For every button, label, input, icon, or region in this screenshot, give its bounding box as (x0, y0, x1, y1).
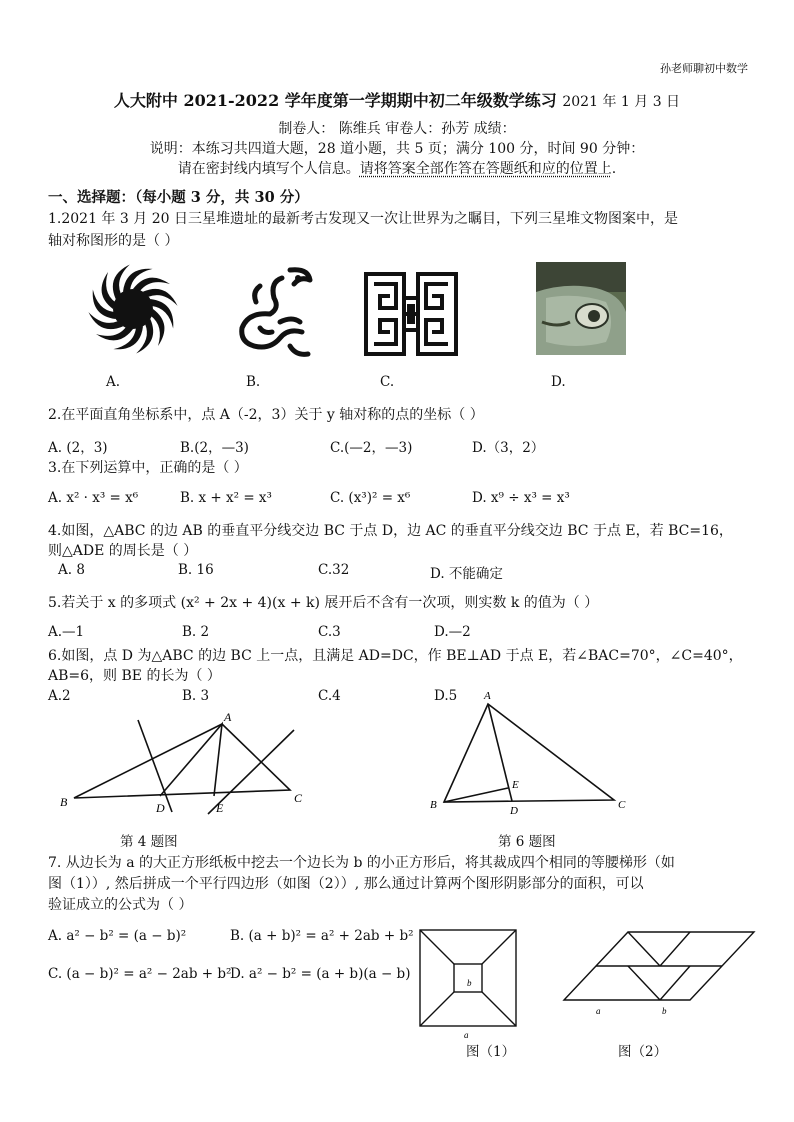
q4-label-d: D (156, 801, 165, 815)
q5-option-c: C.3 (318, 624, 341, 640)
q7-fig2-label-b: b (662, 1006, 667, 1016)
q1-label-c: C. (380, 374, 395, 390)
section-1-title: 一、选择题：（每小题 3 分，共 30 分） (48, 189, 309, 206)
q6-stem-line1: 6.如图，点 D 为△ABC 的边 BC 上一点，且满足 AD=DC，作 BE⊥AD 于点 E，若∠BAC=70°，∠C=40°， (48, 648, 743, 664)
q7-fig1-label-a: a (464, 1030, 469, 1040)
q6-figure (426, 688, 636, 818)
q2-option-d: D.（3，2） (472, 440, 545, 456)
q7-figure-1-caption: 图（1） (466, 1044, 516, 1060)
q5-stem: 5.若关于 x 的多项式 (x² + 2x + 4)(x + k) 展开后不含有一次项，则实数 k 的值为（ ） (48, 595, 599, 611)
q2-option-c: C.(—2，—3) (330, 440, 413, 456)
q7-stem-line3: 验证成立的公式为（ ） (48, 897, 193, 913)
q7-stem-line2: 图（1））, 然后拼成一个平行四边形（如图（2））, 那么通过计算两个图形阴影部分的面积，可以 (48, 876, 644, 892)
q7-stem-line1: 7. 从边长为 a 的大正方形纸板中挖去一个边长为 b 的小正方形后，将其裁成四个相同的等腰梯形（如 (48, 855, 675, 871)
q4-figure (54, 708, 314, 820)
q1-image-b-bird (230, 262, 316, 362)
q1-label-b: B. (246, 374, 261, 390)
q6-label-d: D (510, 805, 518, 817)
q4-label-a: A (224, 710, 232, 724)
q4-stem-line1: 4.如图，△ABC 的边 AB 的垂直平分线交边 BC 于点 D，边 AC 的垂直平分线交边 BC 于点 E，若 BC=16， (48, 523, 733, 539)
q4-label-e: E (216, 801, 224, 815)
q1-image-d-mask-photo (536, 262, 626, 355)
q6-figure-caption: 第 6 题图 (498, 834, 556, 850)
meta-authors: 制卷人： 陈维兵 审卷人：孙芳 成绩： (278, 121, 516, 137)
q4-option-c: C.32 (318, 562, 350, 578)
q1-stem-line2: 轴对称图形的是（ ） (48, 233, 179, 249)
q6-option-c: C.4 (318, 688, 341, 704)
q7-figure-1 (412, 924, 524, 1040)
q7-option-a: A. a² − b² = (a − b)² (48, 928, 187, 944)
header-watermark: 孙老师聊初中数学 (660, 62, 748, 75)
title-main: 人大附中 2021-2022 学年度第一学期期中初二年级数学练习 (113, 91, 557, 110)
q3-option-b: B. x + x² = x³ (180, 490, 272, 506)
notice-dotted: 请将答案全部作答在答题纸和应的位置上 (359, 161, 612, 177)
q7-figure-2 (558, 924, 758, 1020)
q2-stem: 2.在平面直角坐标系中，点 A（-2，3）关于 y 轴对称的点的坐标（ ） (48, 407, 484, 423)
q1-label-a: A. (106, 374, 121, 390)
q7-option-b: B. (a + b)² = a² + 2ab + b² (230, 928, 414, 944)
q7-fig1-label-b: b (467, 978, 472, 988)
meta-notice (0, 158, 794, 178)
q7-fig2-label-a: a (596, 1006, 601, 1016)
q1-image-a-swirl (88, 264, 178, 354)
notice-suffix: . (611, 161, 617, 177)
q6-segment-be (444, 788, 508, 802)
q6-label-a: A (484, 690, 491, 702)
q4-label-b: B (60, 795, 68, 809)
q4-stem-line2: 则△ADE 的周长是（ ） (48, 543, 198, 559)
q5-option-b: B. 2 (182, 624, 210, 640)
q1-image-c-pattern (360, 268, 462, 360)
q6-label-c: C (618, 799, 626, 811)
q6-triangle-abc (444, 704, 614, 802)
q5-option-a: A.—1 (48, 624, 85, 640)
notice-prefix: 请在密封线内填写个人信息。 (177, 161, 360, 177)
q3-option-c: C. (x³)² = x⁶ (330, 490, 411, 506)
q4-triangle-abc (74, 724, 290, 798)
q6-option-d: D.5 (434, 688, 458, 704)
q1-label-d: D. (551, 374, 566, 390)
q6-option-a: A.2 (48, 688, 71, 704)
q1-stem-line1: 1.2021 年 3 月 20 日三星堆遗址的最新考古发现又一次让世界为之瞩目，下列三星堆文物图案中，是 (48, 211, 678, 227)
q3-stem: 3.在下列运算中，正确的是（ ） (48, 460, 248, 476)
q7-figure-2-caption: 图（2） (618, 1044, 668, 1060)
q7-option-d: D. a² − b² = (a + b)(a − b) (230, 966, 411, 982)
q6-label-b: B (430, 799, 437, 811)
page-title (0, 88, 794, 111)
title-date: 2021 年 1 月 3 日 (562, 94, 681, 110)
q2-option-a: A. (2，3) (48, 440, 108, 456)
q4-segments-ad-ae (160, 724, 222, 796)
q7-option-c: C. (a − b)² = a² − 2ab + b² (48, 966, 232, 982)
q6-option-b: B. 3 (182, 688, 210, 704)
meta-instructions: 说明：本练习共四道大题，28 道小题，共 5 页；满分 100 分，时间 90 分钟： (149, 141, 645, 157)
q4-option-d: D. 不能确定 (430, 566, 503, 582)
q4-option-b: B. 16 (178, 562, 214, 578)
q6-label-e: E (512, 779, 519, 791)
q4-perp-bisector-ab (138, 720, 172, 812)
q2-option-b: B.(2，—3) (180, 440, 249, 456)
q4-figure-caption: 第 4 题图 (120, 834, 178, 850)
q3-option-a: A. x² · x³ = x⁶ (48, 490, 139, 506)
q6-stem-line2: AB=6，则 BE 的长为（ ） (48, 668, 221, 684)
q4-label-c: C (294, 791, 303, 805)
q5-option-d: D.—2 (434, 624, 471, 640)
q4-option-a: A. 8 (58, 562, 85, 578)
q3-option-d: D. x⁹ ÷ x³ = x³ (472, 490, 570, 506)
